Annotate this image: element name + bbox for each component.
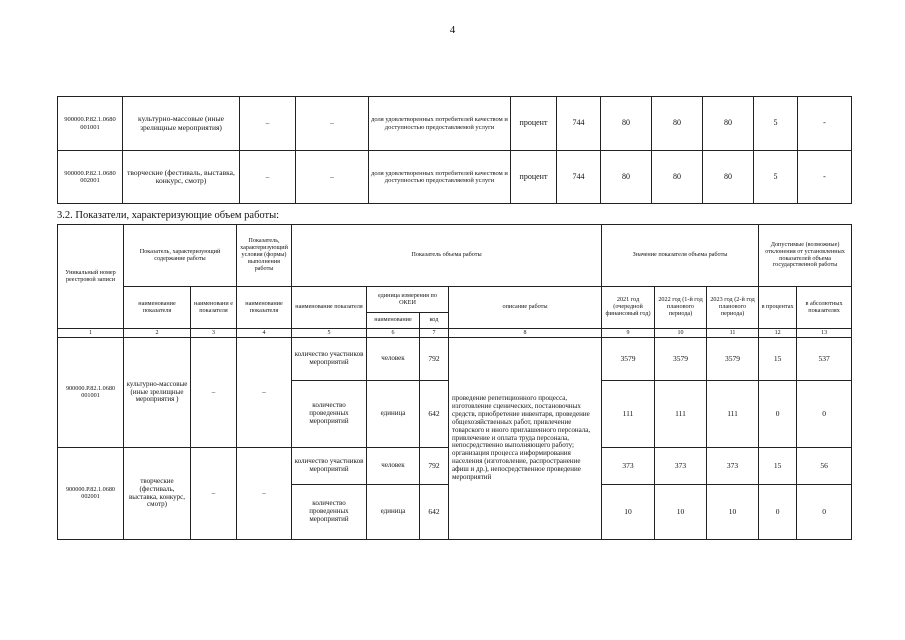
header-indicator-name: наименовани е показателя: [191, 287, 237, 329]
value-2021: 80: [601, 151, 652, 204]
quality-indicator-name: доля удовлетворенных потребителей качеством и доступностью предоставляемой услуги: [369, 151, 511, 204]
value-2021: 3579: [602, 338, 655, 381]
registry-code: 900000.Р.82.1.0680 001001: [58, 338, 124, 448]
header-year-2022: 2022 год (1-й год планового периода): [655, 287, 707, 329]
table-header-row: [58, 287, 852, 313]
okei-code: 792: [420, 448, 449, 485]
quality-indicator-name: доля удовлетворенных потребителей качеством и доступностью предоставляемой услуги: [369, 97, 511, 151]
okei-code: 744: [557, 151, 601, 204]
header-conditions-group: Показатель, характеризующий условия (формы) выполнения работы: [237, 225, 292, 287]
header-value-group: Значение показателя объема работы: [602, 225, 759, 287]
header-unique-number: Уникальный номер реестровой записи: [58, 225, 124, 329]
column-number: 4: [237, 329, 292, 338]
header-absolute: в абсолютных показателях: [797, 287, 852, 329]
work-name: культурно-массовые (иные зрелищные мероприятия): [123, 97, 240, 151]
deviation-absolute: -: [798, 97, 852, 151]
deviation-absolute: 0: [797, 381, 852, 448]
okei-code: 792: [420, 338, 449, 381]
column-number: 7: [420, 329, 449, 338]
deviation-percent: 0: [759, 485, 797, 540]
column-number: 2: [124, 329, 191, 338]
value-2022: 80: [652, 97, 703, 151]
table-header-row: [58, 225, 852, 287]
header-year-2021: 2021 год (очередной финансовый год): [602, 287, 655, 329]
value-2022: 10: [655, 485, 707, 540]
okei-code: 744: [557, 97, 601, 151]
unit-name: процент: [511, 97, 557, 151]
okei-code: 642: [420, 381, 449, 448]
value-2023: 111: [707, 381, 759, 448]
volume-indicator-name: количество участников мероприятий: [292, 448, 367, 485]
header-year-2023: 2023 год (2-й год планового периода): [707, 287, 759, 329]
value-2023: 3579: [707, 338, 759, 381]
value-2023: 80: [703, 97, 754, 151]
table-row: [58, 338, 852, 381]
condition-indicator: –: [296, 151, 369, 204]
value-2021: 373: [602, 448, 655, 485]
value-2022: 80: [652, 151, 703, 204]
column-number: 5: [292, 329, 367, 338]
deviation-percent: 15: [759, 448, 797, 485]
header-volume-group: Показатель объема работы: [292, 225, 602, 287]
column-number: 9: [602, 329, 655, 338]
value-2021: 80: [601, 97, 652, 151]
page-number: 4: [449, 24, 456, 36]
table-row: [58, 97, 852, 151]
header-unit-name: наименование: [367, 313, 420, 329]
deviation-absolute: -: [798, 151, 852, 204]
value-2022: 373: [655, 448, 707, 485]
section-title: 3.2. Показатели, характеризующие объем работы:: [57, 210, 280, 221]
content-indicator: –: [240, 97, 296, 151]
deviation-absolute: 56: [797, 448, 852, 485]
registry-code: 900000.Р.82.1.0680 001001: [58, 97, 123, 151]
header-indicator-name: наименование показателя: [124, 287, 191, 329]
column-numbers-row: [58, 329, 852, 338]
deviation-absolute: 0: [797, 485, 852, 540]
header-percent: в процентах: [759, 287, 797, 329]
quality-indicators-table: [57, 96, 852, 204]
volume-indicator-name: количество участников мероприятий: [292, 338, 367, 381]
value-2022: 111: [655, 381, 707, 448]
deviation-absolute: 537: [797, 338, 852, 381]
value-2023: 80: [703, 151, 754, 204]
deviation-percent: 5: [754, 97, 798, 151]
column-number: 3: [191, 329, 237, 338]
header-indicator-name: наименование показателя: [237, 287, 292, 329]
column-number: 10: [655, 329, 707, 338]
column-number: 13: [797, 329, 852, 338]
table-row: [58, 151, 852, 204]
volume-indicators-table: [57, 224, 852, 540]
column-number: 1: [58, 329, 124, 338]
unit-name: единица: [367, 485, 420, 540]
registry-code: 900000.Р.82.1.0680 002001: [58, 151, 123, 204]
deviation-percent: 0: [759, 381, 797, 448]
work-description: проведение репетиционного процесса, изготовление сценических, постановочных средств, приобретение инвентаря, проведение общехозяйственных работ, привлечение товарского и иного приглашенного персонала, привлечение и оплата труда персонала, непосредственно выполняющего работу; организация процесса информирования населения (изготовление, распространение афиш и др.), непосредственное проведение мероприятий: [449, 338, 602, 540]
okei-code: 642: [420, 485, 449, 540]
content-indicator: –: [191, 338, 237, 448]
deviation-percent: 5: [754, 151, 798, 204]
work-name: творческие (фестиваль, выставка, конкурс, смотр): [124, 448, 191, 540]
deviation-percent: 15: [759, 338, 797, 381]
volume-indicator-name: количество проведенных мероприятий: [292, 381, 367, 448]
header-unit-code: код: [420, 313, 449, 329]
work-name: культурно-массовые (иные зрелищные мероприятия ): [124, 338, 191, 448]
unit-name: единица: [367, 381, 420, 448]
registry-code: 900000.Р.82.1.0680 002001: [58, 448, 124, 540]
header-indicator-name: наименование показателя: [292, 287, 367, 329]
column-number: 8: [449, 329, 602, 338]
volume-indicator-name: количество проведенных мероприятий: [292, 485, 367, 540]
value-2023: 373: [707, 448, 759, 485]
value-2022: 3579: [655, 338, 707, 381]
header-measure-unit: единица измерения по ОКЕИ: [367, 287, 449, 313]
column-number: 6: [367, 329, 420, 338]
value-2021: 10: [602, 485, 655, 540]
value-2021: 111: [602, 381, 655, 448]
unit-name: процент: [511, 151, 557, 204]
unit-name: человек: [367, 338, 420, 381]
header-work-description: описание работы: [449, 287, 602, 329]
condition-indicator: –: [237, 338, 292, 448]
value-2023: 10: [707, 485, 759, 540]
column-number: 11: [707, 329, 759, 338]
work-name: творческие (фестиваль, выставка, конкурс, смотр): [123, 151, 240, 204]
column-number: 12: [759, 329, 797, 338]
header-content-group: Показатель, характеризующий содержание работы: [124, 225, 237, 287]
condition-indicator: –: [237, 448, 292, 540]
condition-indicator: –: [296, 97, 369, 151]
content-indicator: –: [240, 151, 296, 204]
unit-name: человек: [367, 448, 420, 485]
content-indicator: –: [191, 448, 237, 540]
header-deviation-group: Допустимые (возможные) отклонения от установленных показателей объема государственной работы: [759, 225, 852, 287]
